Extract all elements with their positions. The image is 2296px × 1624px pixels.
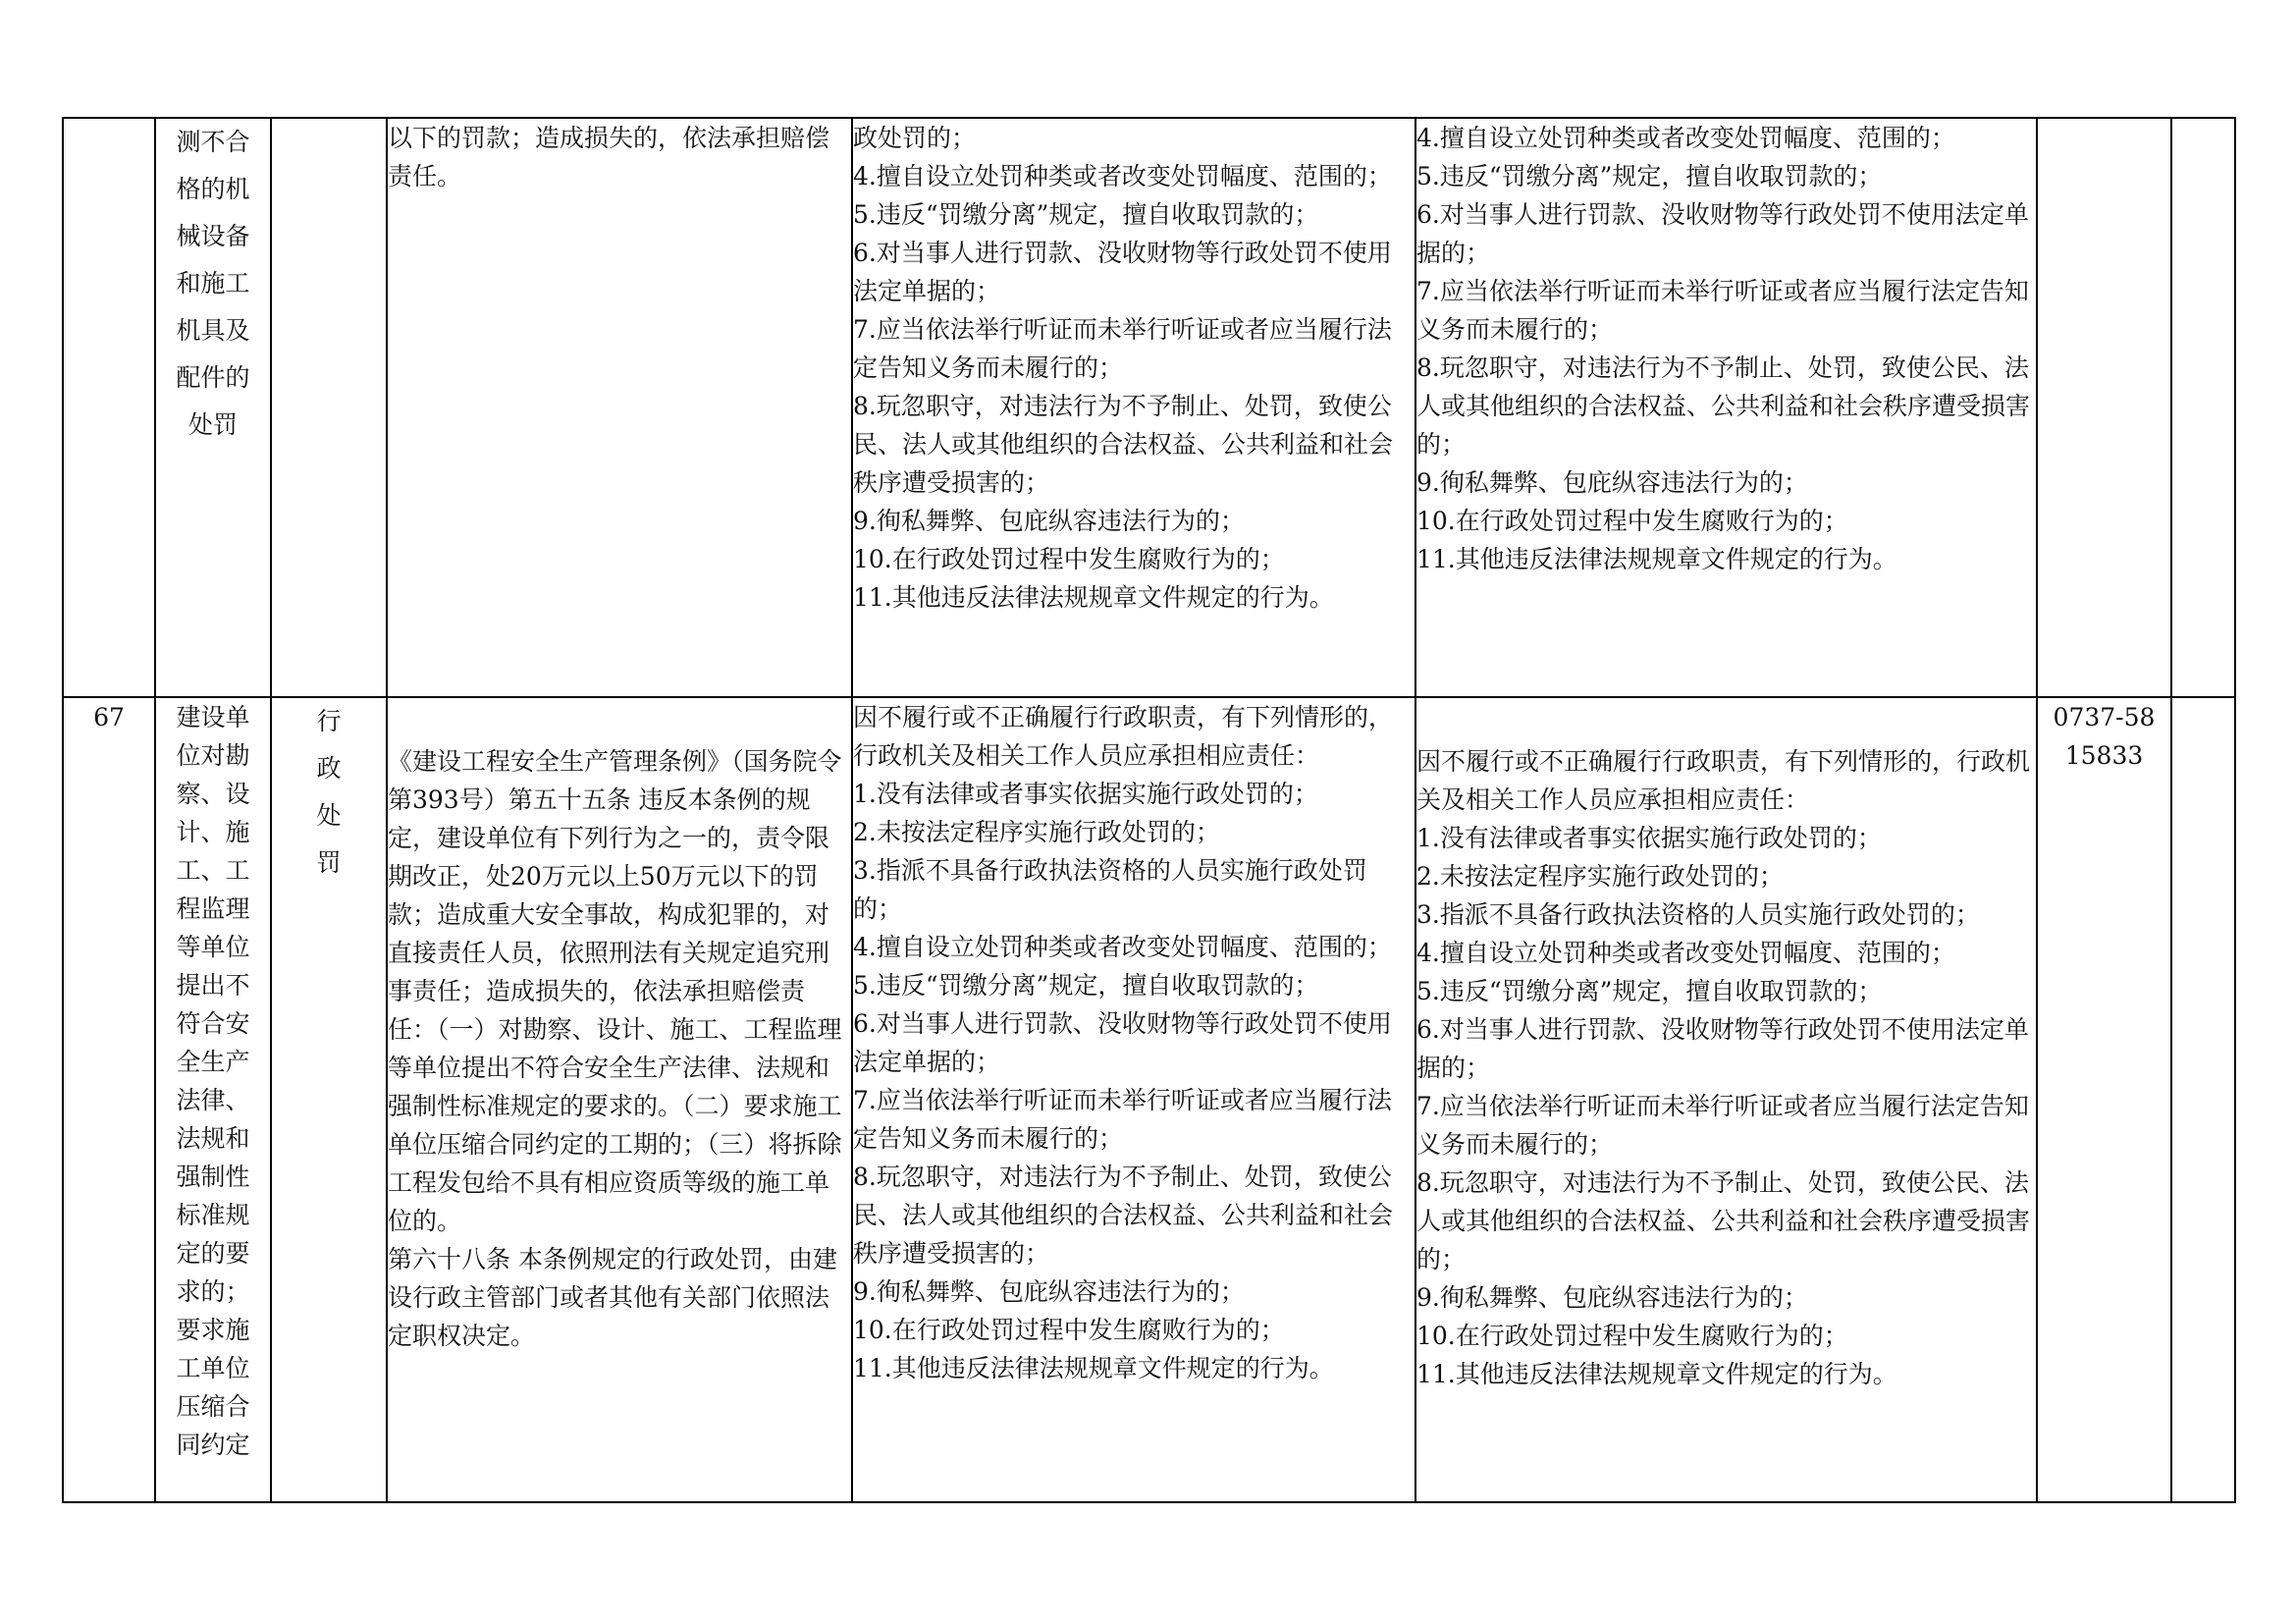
item-type-cell bbox=[271, 118, 387, 697]
responsibility-line: 2.未按法定程序实施行政处罚的； bbox=[853, 818, 1220, 846]
legal-basis-cell bbox=[387, 118, 852, 697]
accountability-line: 3.指派不具备行政执法资格的人员实施行政处罚的； bbox=[1416, 900, 1980, 929]
accountability-line: 2.未按法定程序实施行政处罚的； bbox=[1416, 862, 1784, 891]
table-row bbox=[63, 118, 2235, 697]
item-name-text: 建设单位对勘察、设计、施工、工程监理等单位提出不符合安全生产法律、法规和强制性标准规定的要求的；要求施工单位压缩合同约定 bbox=[176, 703, 250, 1459]
responsibility-line: 9.徇私舞弊、包庇纵容违法行为的； bbox=[853, 1277, 1245, 1306]
accountability-line: 11.其他违反法律法规规章文件规定的行为。 bbox=[1416, 545, 1897, 573]
responsibility-line: 1.没有法律或者事实依据实施行政处罚的； bbox=[853, 780, 1318, 808]
responsibility-line: 7.应当依法举行听证而未举行听证或者应当履行法定告知义务而未履行的； bbox=[853, 315, 1392, 382]
responsibility-line: 10.在行政处罚过程中发生腐败行为的； bbox=[853, 545, 1285, 573]
responsibility-line: 3.指派不具备行政执法资格的人员实施行政处罚的； bbox=[853, 856, 1367, 923]
accountability-line: 7.应当依法举行听证而未举行听证或者应当履行法定告知义务而未履行的； bbox=[1416, 1092, 2029, 1159]
accountability-line: 4.擅自设立处罚种类或者改变处罚幅度、范围的； bbox=[1416, 124, 1955, 152]
legal-basis-cell bbox=[387, 697, 852, 1502]
accountability-line: 8.玩忽职守，对违法行为不予制止、处罚，致使公民、法人或其他组织的合法权益、公共利益和社会秩序遭受损害的； bbox=[1416, 353, 2031, 459]
accountability-line: 11.其他违反法律法规规章文件规定的行为。 bbox=[1416, 1360, 1897, 1388]
accountability-line: 5.违反“罚缴分离”规定，擅自收取罚款的； bbox=[1416, 977, 1883, 1005]
table-row bbox=[63, 697, 2235, 1502]
item-number-cell: 67 bbox=[63, 697, 155, 1502]
accountability-cell bbox=[1415, 697, 2037, 1502]
responsibility-line: 5.违反“罚缴分离”规定，擅自收取罚款的； bbox=[853, 200, 1319, 229]
phone-cell bbox=[2037, 697, 2171, 1502]
accountability-line: 8.玩忽职守，对违法行为不予制止、处罚，致使公民、法人或其他组织的合法权益、公共利益和社会秩序遭受损害的； bbox=[1416, 1168, 2031, 1273]
accountability-cell bbox=[1415, 118, 2037, 697]
legal-basis-paragraph: 《建设工程安全生产管理条例》（国务院令第393号）第五十五条 违反本条例的规定，建设单位有下列行为之一的，责令限期改正，处20万元以上50万元以下的罚款；造成重大安全事故，构成犯罪的，对直接责任人员，依照刑法有关规定追究刑事责任；造成损失的，依法承担赔偿责任：（一）对勘察、设计、施工、工程监理等单位提出不符合安全生产法律、法规和强制性标准规定的要求的。（二）要求施工单位压缩合同约定的工期的；（三）将拆除工程发包给不具有相应资质等级的施工单位的。 bbox=[388, 747, 842, 1235]
responsibility-line: 11.其他违反法律法规规章文件规定的行为。 bbox=[853, 1354, 1334, 1382]
responsibility-line: 6.对当事人进行罚款、没收财物等行政处罚不使用法定单据的； bbox=[853, 1009, 1392, 1076]
item-type-text: 行政处罚 bbox=[316, 707, 342, 877]
responsibility-line: 4.擅自设立处罚种类或者改变处罚幅度、范围的； bbox=[853, 162, 1392, 190]
legal-basis-paragraph: 以下的罚款；造成损失的，依法承担赔偿责任。 bbox=[388, 124, 830, 190]
responsibility-line: 因不履行或不正确履行行政职责，有下列情形的，行政机关及相关工作人员应承担相应责任： bbox=[853, 703, 1394, 770]
item-number-cell bbox=[63, 118, 155, 697]
item-name-cell bbox=[155, 118, 271, 697]
responsibility-cell bbox=[852, 118, 1415, 697]
phone-cell bbox=[2037, 118, 2171, 697]
responsibility-line: 4.擅自设立处罚种类或者改变处罚幅度、范围的； bbox=[853, 933, 1392, 961]
accountability-line: 10.在行政处罚过程中发生腐败行为的； bbox=[1416, 1322, 1848, 1350]
accountability-line: 7.应当依法举行听证而未举行听证或者应当履行法定告知义务而未履行的； bbox=[1416, 277, 2029, 344]
accountability-line: 1.没有法律或者事实依据实施行政处罚的； bbox=[1416, 824, 1882, 852]
responsibility-line: 政处罚的； bbox=[853, 124, 977, 152]
note-cell bbox=[2171, 118, 2235, 697]
item-name-cell bbox=[155, 697, 271, 1502]
responsibility-line: 11.其他违反法律法规规章文件规定的行为。 bbox=[853, 583, 1334, 612]
item-type-cell bbox=[271, 697, 387, 1502]
responsibility-line: 8.玩忽职守，对违法行为不予制止、处罚，致使公民、法人或其他组织的合法权益、公共利益和社会秩序遭受损害的； bbox=[853, 392, 1394, 497]
accountability-line: 因不履行或不正确履行行政职责，有下列情形的，行政机关及相关工作人员应承担相应责任： bbox=[1416, 747, 2031, 814]
accountability-line: 6.对当事人进行罚款、没收财物等行政处罚不使用法定单据的； bbox=[1416, 1015, 2029, 1082]
responsibility-line: 5.违反“罚缴分离”规定，擅自收取罚款的； bbox=[853, 971, 1319, 1000]
legal-basis-paragraph: 第六十八条 本条例规定的行政处罚，由建设行政主管部门或者其他有关部门依照法定职权决定。 bbox=[388, 1245, 837, 1350]
accountability-line: 9.徇私舞弊、包庇纵容违法行为的； bbox=[1416, 468, 1808, 497]
responsibility-line: 7.应当依法举行听证而未举行听证或者应当履行法定告知义务而未履行的； bbox=[853, 1086, 1392, 1153]
phone-number: 0737-5815833 bbox=[2053, 703, 2156, 770]
accountability-line: 5.违反“罚缴分离”规定，擅自收取罚款的； bbox=[1416, 162, 1883, 190]
responsibility-line: 10.在行政处罚过程中发生腐败行为的； bbox=[853, 1316, 1285, 1344]
power-list-table bbox=[62, 117, 2236, 1503]
accountability-line: 9.徇私舞弊、包庇纵容违法行为的； bbox=[1416, 1283, 1808, 1312]
accountability-line: 6.对当事人进行罚款、没收财物等行政处罚不使用法定单据的； bbox=[1416, 200, 2029, 267]
responsibility-line: 6.对当事人进行罚款、没收财物等行政处罚不使用法定单据的； bbox=[853, 239, 1392, 305]
responsibility-cell bbox=[852, 697, 1415, 1502]
responsibility-line: 9.徇私舞弊、包庇纵容违法行为的； bbox=[853, 507, 1245, 535]
accountability-line: 4.擅自设立处罚种类或者改变处罚幅度、范围的； bbox=[1416, 939, 1955, 967]
accountability-line: 10.在行政处罚过程中发生腐败行为的； bbox=[1416, 507, 1848, 535]
item-name-text: 测不合格的机械设备和施工机具及配件的处罚 bbox=[176, 128, 250, 439]
note-cell bbox=[2171, 697, 2235, 1502]
responsibility-line: 8.玩忽职守，对违法行为不予制止、处罚，致使公民、法人或其他组织的合法权益、公共利益和社会秩序遭受损害的； bbox=[853, 1163, 1394, 1268]
